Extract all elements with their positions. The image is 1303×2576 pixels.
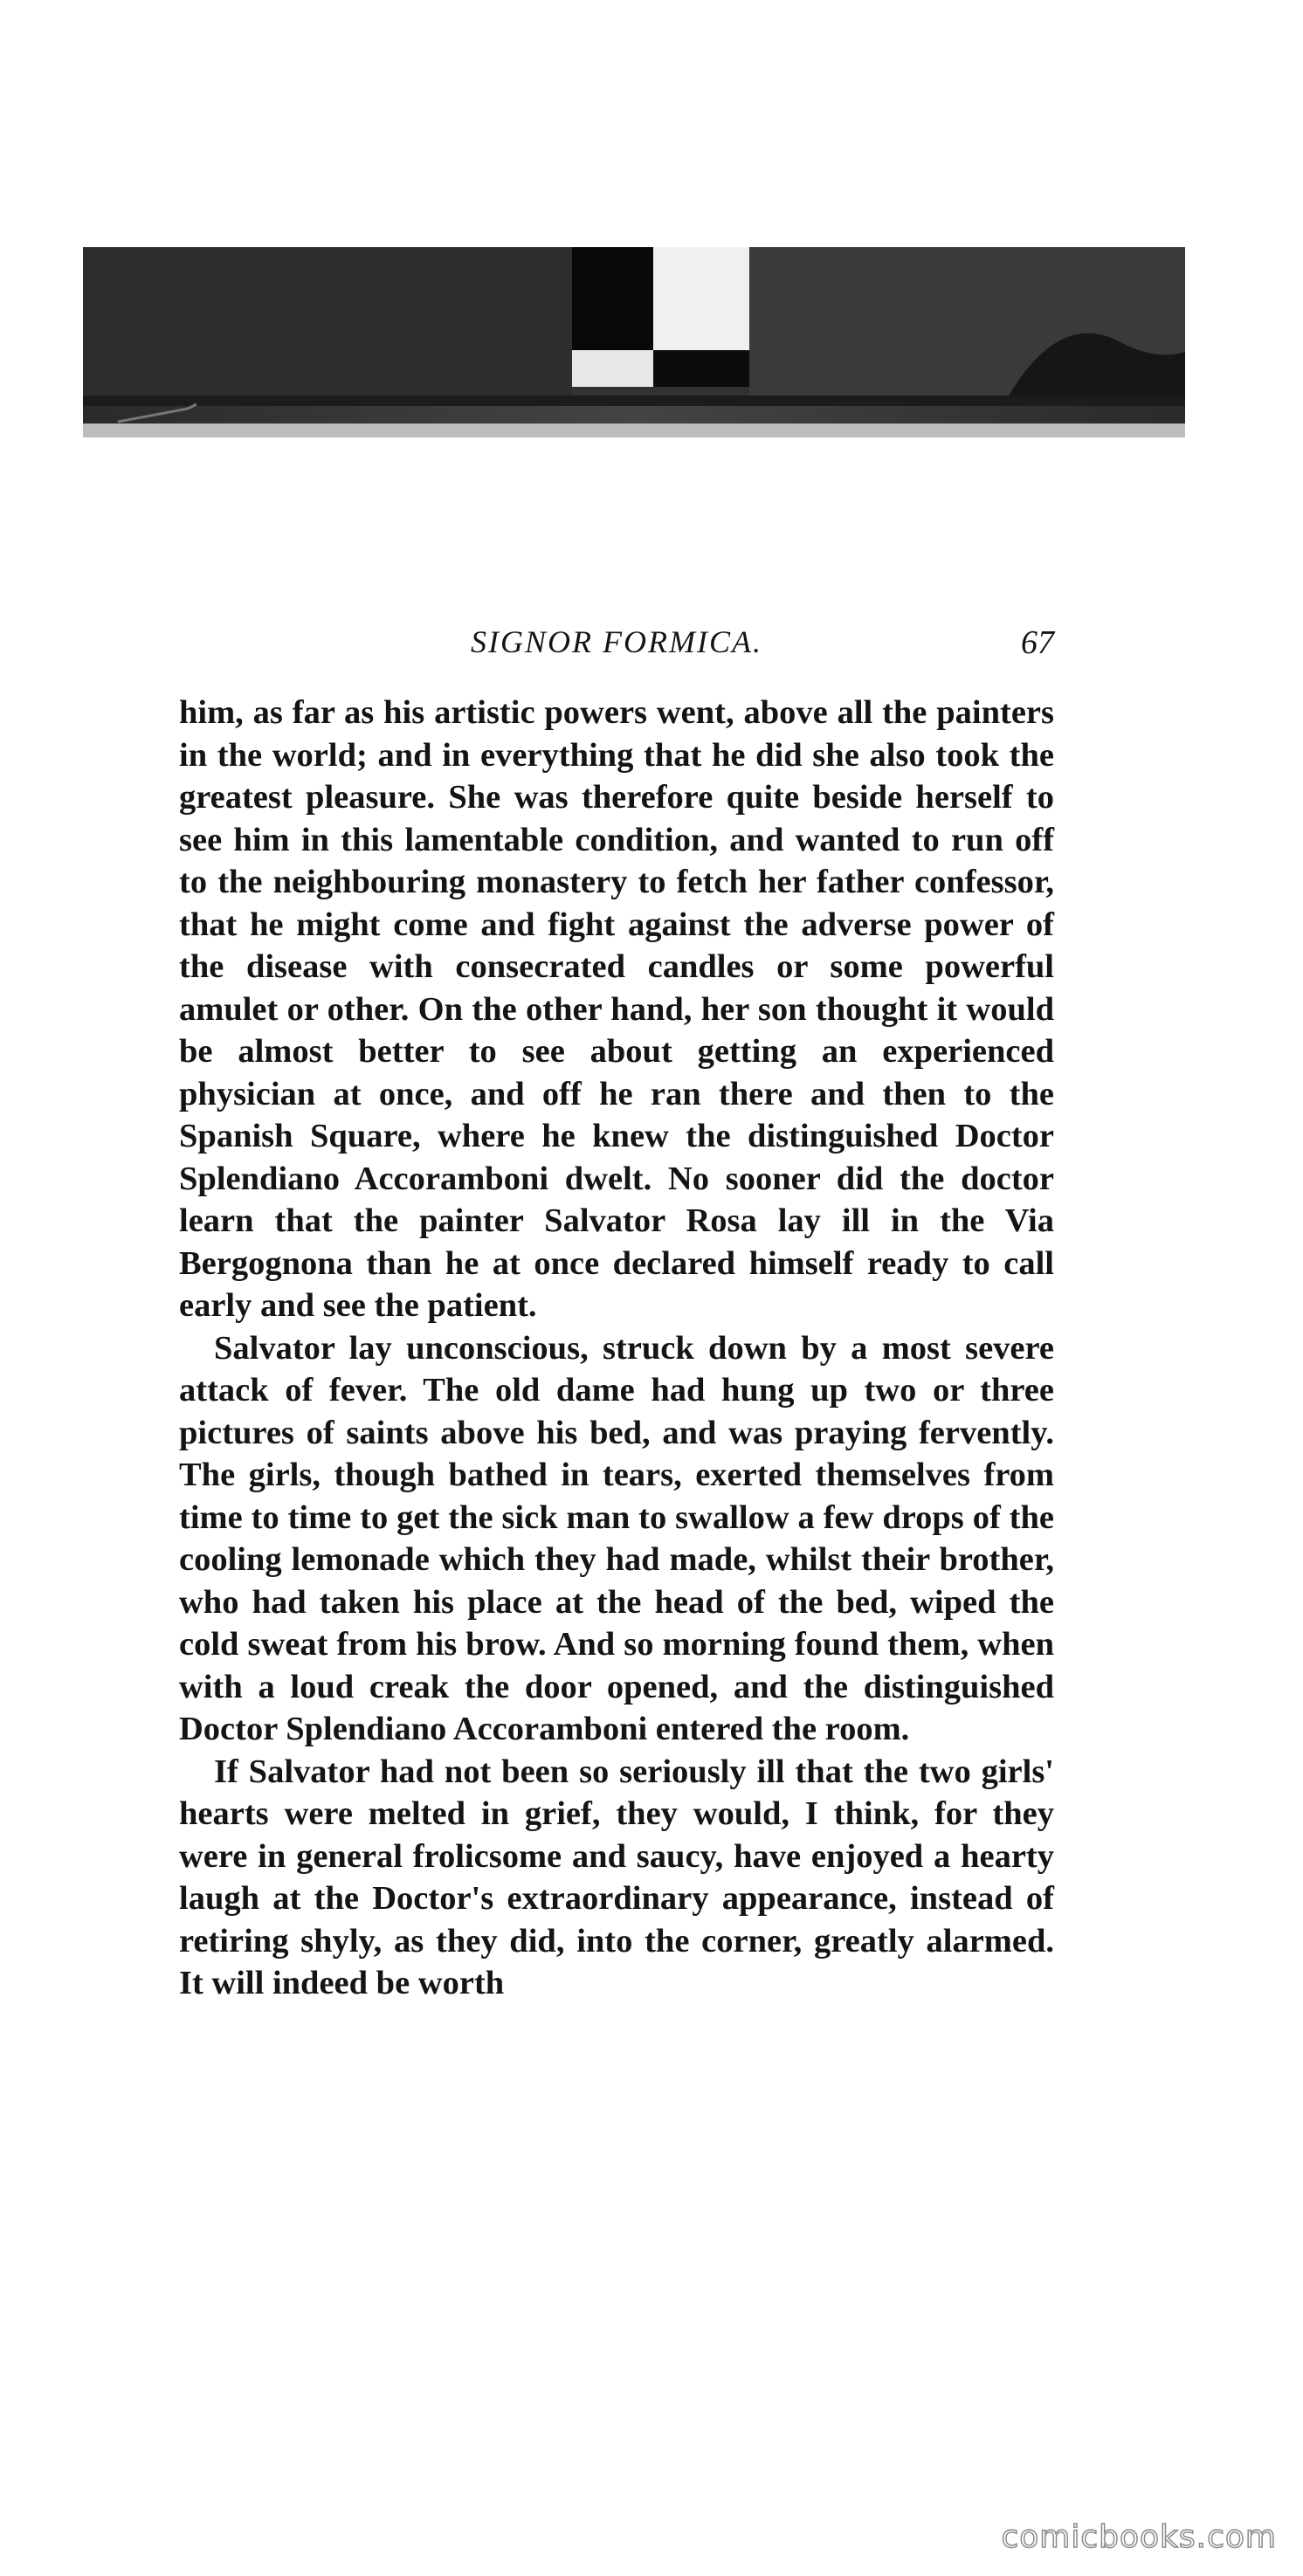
paragraph: If Salvator had not been so seriously ill that the two girls' hearts were melted in grief, they would, I think, for they were in general frolicsome and saucy, have enjoyed a hearty laugh at the Doctor's extraordinary appearance, instead of retiring shyly, as they did, into the corner, greatly alarmed. It will indeed be worth: [179, 1753, 1054, 2001]
page-number: 67: [1021, 624, 1054, 661]
body-text: [179, 692, 1054, 2005]
running-title: SIGNOR FORMICA.: [471, 624, 762, 659]
running-head: [179, 618, 1054, 671]
top-illustration-fragment: [83, 247, 1185, 437]
watermark: comicbooks.com: [1001, 2519, 1277, 2555]
paragraph: Salvator lay unconscious, struck down by a most severe attack of fever. The old dame had hung up two or three pictures of saints above his bed, and was praying fervently. The girls, though bathed in tears, exerted themselves from time to time to get the sick man to swallow a few drops of the cooling lemonade which they had made, whilst their brother, who had taken his place at the head of the bed, wiped the cold sweat from his brow. And so morning found them, when with a loud creak the door opened, and the distinguished Doctor Splendiano Accoramboni entered the room.: [179, 1329, 1054, 1747]
paragraph: him, as far as his artistic powers went, above all the painters in the world; and in everything that he did she also took the greatest pleasure. She was therefore quite beside herself to see him in this lamentable condition, and wanted to run off to the neighbouring monastery to fetch her father confessor, that he might come and fight against the adverse power of the disease with consecrated candles or some powerful amulet or other. On the other hand, her son thought it would be almost better to see about getting an experienced physician at once, and off he ran there and then to the Spanish Square, where he knew the distinguished Doctor Splendiano Accoramboni dwelt. No sooner did the doctor learn that the painter Salvator Rosa lay ill in the Via Bergognona than he at once declared himself ready to call early and see the patient.: [179, 694, 1054, 1324]
